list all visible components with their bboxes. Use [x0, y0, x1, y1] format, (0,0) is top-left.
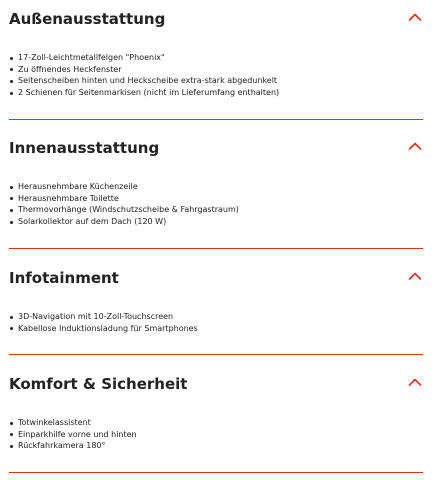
- bullet-icon: [10, 221, 13, 224]
- accordion-header-komfort-sicherheit[interactable]: [9, 374, 423, 398]
- list-item: [9, 181, 239, 193]
- list-item-text: Thermovorhänge (Windschutzscheibe & Fahrgastraum): [18, 205, 239, 215]
- list-item-text: Herausnehmbare Toilette: [18, 193, 119, 203]
- bullet-icon: [10, 422, 13, 425]
- divider: [9, 119, 423, 120]
- list-item-text: Rückfahrkamera 180°: [18, 441, 106, 451]
- bullet-icon: [10, 57, 13, 60]
- accordion-header-aussenausstattung[interactable]: [9, 9, 423, 33]
- bullet-icon: [10, 327, 13, 330]
- list-item-text: Herausnehmbare Küchenzeile: [18, 182, 138, 191]
- list-item-text: Kabellose Induktionsladung für Smartphones: [18, 323, 198, 333]
- feature-list: [9, 181, 239, 228]
- chevron-up-icon[interactable]: [408, 12, 422, 22]
- section-title: Außenausstattung: [9, 10, 166, 28]
- divider: [9, 354, 423, 355]
- list-item: [9, 216, 239, 228]
- list-item-text: 2 Schienen für Seitenmarkisen (nicht im Lieferumfang enthalten): [18, 88, 280, 98]
- list-item: [9, 87, 279, 99]
- list-item: [9, 323, 198, 335]
- feature-list: [9, 52, 279, 99]
- chevron-up-icon[interactable]: [408, 271, 422, 281]
- list-item-text: Einparkhilfe vorne und hinten: [18, 429, 137, 439]
- list-item: [9, 52, 279, 64]
- list-item: [9, 417, 137, 429]
- bullet-icon: [10, 197, 13, 200]
- bullet-icon: [10, 433, 13, 436]
- list-item: [9, 75, 279, 87]
- bullet-icon: [10, 80, 13, 83]
- bullet-icon: [10, 209, 13, 212]
- feature-list: [9, 417, 137, 452]
- chevron-up-icon[interactable]: [408, 377, 422, 387]
- feature-list: [9, 311, 198, 334]
- list-item-text: Seitenscheiben hinten und Heckscheibe extra-stark abgedunkelt: [18, 76, 278, 86]
- bullet-icon: [10, 92, 13, 95]
- list-item-text: Zu öffnendes Heckfenster: [18, 64, 122, 74]
- list-item: [9, 193, 239, 205]
- list-item-text: Solarkollektor auf dem Dach (120 W): [18, 217, 167, 227]
- divider: [9, 472, 423, 473]
- list-item: [9, 429, 137, 441]
- accordion-header-innenausstattung[interactable]: [9, 138, 423, 162]
- section-title: Innenausstattung: [9, 139, 160, 157]
- list-item: [9, 311, 198, 323]
- accordion-header-infotainment[interactable]: [9, 268, 423, 292]
- chevron-up-icon[interactable]: [408, 141, 422, 151]
- list-item: [9, 64, 279, 76]
- divider: [9, 248, 423, 249]
- list-item: [9, 440, 137, 452]
- section-title: Komfort & Sicherheit: [9, 375, 188, 393]
- list-item-text: 3D-Navigation mit 10-Zoll-Touchscreen: [18, 312, 174, 321]
- bullet-icon: [10, 316, 13, 319]
- bullet-icon: [10, 186, 13, 189]
- list-item-text: Totwinkelassistent: [18, 418, 91, 427]
- list-item-text: 17-Zoll-Leichtmetallfelgen "Phoenix": [18, 53, 165, 62]
- bullet-icon: [10, 445, 13, 448]
- section-title: Infotainment: [9, 269, 119, 287]
- bullet-icon: [10, 68, 13, 71]
- list-item: [9, 204, 239, 216]
